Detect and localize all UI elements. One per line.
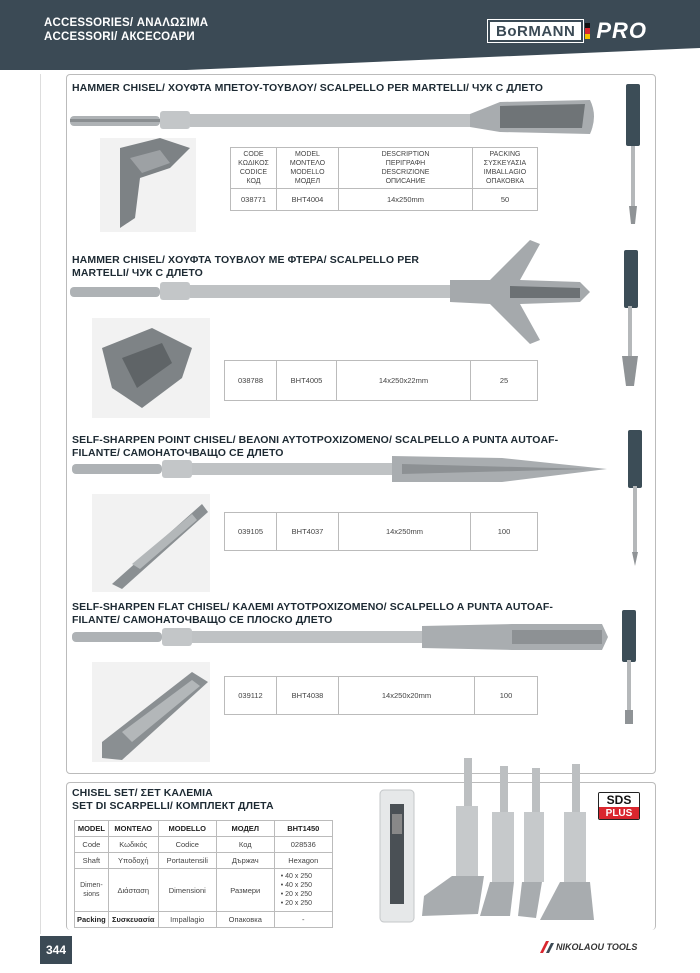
chisel-set-table xyxy=(74,820,333,928)
category-line-2: ACCESSORI/ АКСЕСОАРИ xyxy=(44,31,195,43)
flag-icon xyxy=(585,23,590,39)
set-header-cell: МОДЕЛ xyxy=(216,821,274,837)
set-cell: Διάσταση xyxy=(108,869,158,912)
packaged-tool-image xyxy=(630,486,640,568)
description-cell: 14x250x20mm xyxy=(339,677,475,715)
description-cell: 14x250mm xyxy=(339,513,471,551)
set-header-cell: BHT1450 xyxy=(274,821,332,837)
code-cell: 039112 xyxy=(225,677,277,715)
bormann-pro-logo xyxy=(488,18,658,44)
flat-chisel-tool-image xyxy=(72,620,612,660)
set-cell: Κωδικός xyxy=(108,837,158,853)
packing-cell: 50 xyxy=(473,189,538,211)
set-cell: - xyxy=(274,912,332,928)
sds-badge-top: SDS xyxy=(599,793,639,807)
code-cell: 038788 xyxy=(225,361,277,401)
product-title: SELF-SHARPEN POINT CHISEL/ ΒΕΛΟΝΙ ΑΥΤΟΤΡΟΧΙΖΟΜΕΝΟ/ SCALPELLO A PUNTA AUTOAF- FILANTE/ САМОНАТОЧВАЩО СЕ ДЛЕТО xyxy=(72,434,559,459)
model-cell: BHT4005 xyxy=(277,361,337,401)
model-cell: BHT4037 xyxy=(277,513,339,551)
packing-header: PACKING ΣΥΣΚΕΥΑΣΙΑ IMBALLAGIO ОПАКОВКА xyxy=(473,148,538,189)
model-cell: BHT4038 xyxy=(277,677,339,715)
product-table xyxy=(230,147,538,211)
logo-box: BoRMANN xyxy=(488,20,583,42)
packaging-image xyxy=(622,610,636,662)
nikolaou-logo-icon xyxy=(540,941,554,953)
sds-plus-badge xyxy=(598,792,640,820)
model-cell: BHT4004 xyxy=(277,189,339,211)
packing-cell: 100 xyxy=(471,513,538,551)
set-cell: Shaft xyxy=(75,853,109,869)
set-cell: Code xyxy=(75,837,109,853)
set-cell: Packing xyxy=(75,912,109,928)
chisel-set-tools-image xyxy=(418,756,596,926)
product-title: HAMMER CHISEL/ ΧΟΥΦΤΑ ΜΠΕΤΟΥ-ΤΟΥΒΛΟΥ/ SCALPELLO PER MARTELLI/ ЧУК С ДЛЕТО xyxy=(72,82,544,94)
set-cell: Portautensili xyxy=(158,853,216,869)
set-header-cell: ΜΟΝΤΕΛΟ xyxy=(108,821,158,837)
footer-brand: NIKOLAOU TOOLS xyxy=(556,942,638,952)
packing-cell: 25 xyxy=(471,361,538,401)
page-number: 344 xyxy=(40,936,72,964)
set-cell: Код xyxy=(216,837,274,853)
set-cell: Dimensioni xyxy=(158,869,216,912)
category-line-1: ACCESSORIES/ ΑΝΑΛΩΣΙΜΑ xyxy=(44,17,209,29)
sds-badge-bottom: PLUS xyxy=(599,807,639,820)
margin-line xyxy=(40,74,41,934)
code-cell: 038771 xyxy=(231,189,277,211)
code-cell: 039105 xyxy=(225,513,277,551)
product-title: HAMMER CHISEL/ ΧΟΥΦΤΑ ΤΟΥΒΛΟΥ ΜΕ ΦΤΕΡΑ/ SCALPELLO PER MARTELLI/ ЧУК С ДЛЕТО xyxy=(72,254,420,279)
set-cell: Държач xyxy=(216,853,274,869)
product-table xyxy=(224,360,538,401)
set-cell: Υποδοχή xyxy=(108,853,158,869)
product-photo xyxy=(92,494,210,592)
product-photo xyxy=(92,318,210,418)
product-table xyxy=(224,512,538,551)
dimensions-values: • 40 x 250 • 40 x 250 • 20 x 250 • 20 x 250 xyxy=(274,869,332,912)
packaged-tool-image xyxy=(618,306,642,390)
set-header-cell: MODEL xyxy=(75,821,109,837)
product-table xyxy=(224,676,538,715)
set-cell: Опаковка xyxy=(216,912,274,928)
set-cell: 028536 xyxy=(274,837,332,853)
description-cell: 14x250mm xyxy=(339,189,473,211)
packing-cell: 100 xyxy=(475,677,538,715)
set-cell: Συσκευασία xyxy=(108,912,158,928)
packaged-tool-image xyxy=(624,660,634,726)
packaging-image xyxy=(626,84,640,146)
packaging-image xyxy=(628,430,642,488)
set-cell: Hexagon xyxy=(274,853,332,869)
product-photo xyxy=(100,138,196,232)
code-header: CODE ΚΩΔΙΚΟΣ CODICE КОД xyxy=(231,148,277,189)
set-cell: Codice xyxy=(158,837,216,853)
packaged-tool-image xyxy=(628,146,638,226)
hammer-chisel-tool-image xyxy=(70,96,600,140)
point-chisel-tool-image xyxy=(72,452,612,492)
description-header: DESCRIPTION ΠΕΡΙΓΡΑΦΗ DESCRIZIONE ОПИСАНИЕ xyxy=(339,148,473,189)
product-title: SELF-SHARPEN FLAT CHISEL/ ΚΑΛΕΜΙ ΑΥΤΟΤΡΟΧΙΖΟΜΕΝΟ/ SCALPELLO A PUNTA AUTOAF- FILANTE/ САМОНАТОЧВАЩО СЕ ПЛОСКО ДЛЕТО xyxy=(72,601,553,626)
set-cell: Impallagio xyxy=(158,912,216,928)
dimensions-label: Dimen- sions xyxy=(75,869,109,912)
logo-pro: PRO xyxy=(596,18,648,43)
model-header: MODEL ΜΟΝΤΕΛΟ MODELLO МОДЕЛ xyxy=(277,148,339,189)
product-photo xyxy=(92,662,210,762)
set-header-cell: MODELLO xyxy=(158,821,216,837)
description-cell: 14x250x22mm xyxy=(337,361,471,401)
set-cell: Размери xyxy=(216,869,274,912)
chisel-set-title: CHISEL SET/ ΣΕΤ ΚΑΛΕΜΙΑ SET DI SCARPELLI/ КОМПЛЕКТ ДЛЕТА xyxy=(72,787,274,812)
chisel-set-tube-image xyxy=(376,784,418,926)
packaging-image xyxy=(624,250,638,308)
